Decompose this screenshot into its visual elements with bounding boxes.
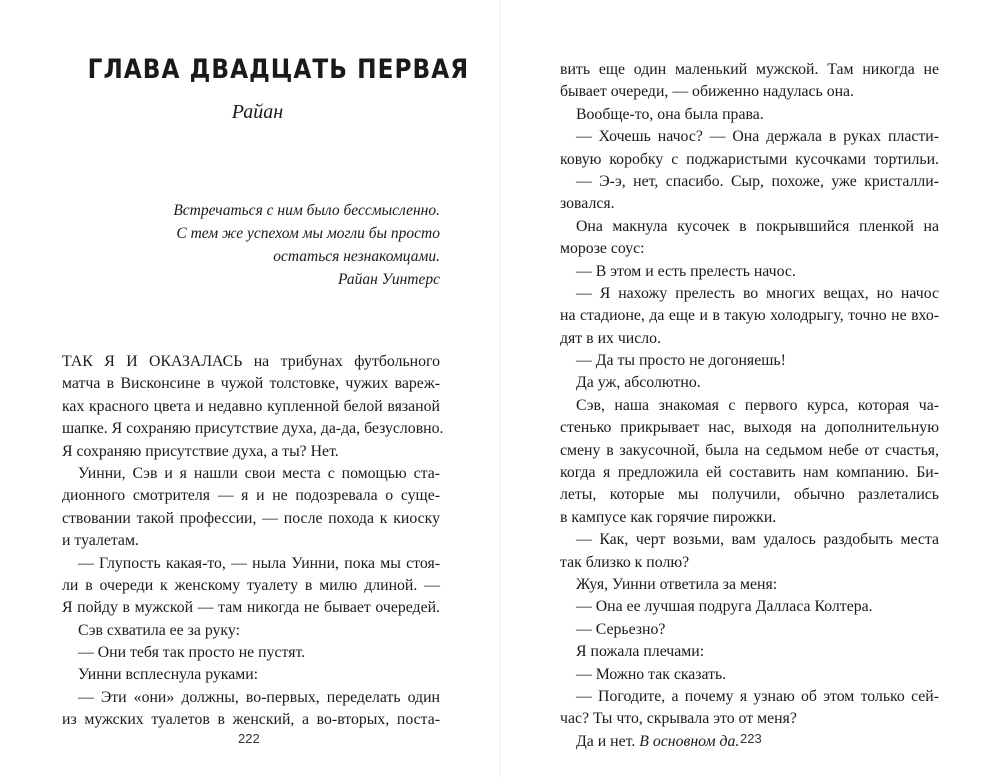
epigraph	[150, 199, 440, 268]
text-line: — Хочешь начос? — Она держала в руках пласти-	[576, 128, 939, 146]
text-line: Да уж, абсолютно.	[576, 374, 701, 392]
text-line: — Она ее лучшая подруга Далласа Колтера.	[576, 598, 873, 616]
text-line: Уинни всплеснула руками:	[78, 666, 259, 684]
text-line: Я сохраняю присутствие духа, а ты? Нет.	[62, 442, 339, 460]
text-line: — Да ты просто не догоняешь!	[576, 352, 786, 370]
page-number: 223	[740, 731, 762, 746]
text-line: дят в их число.	[560, 329, 662, 347]
text-line: — Серьезно?	[576, 620, 666, 638]
text-line: вить еще один маленький мужской. Там никогда не	[560, 61, 939, 78]
text-line-last	[560, 731, 939, 753]
text-line: — Эти «они» должны, во-первых, переделать один	[78, 688, 440, 706]
text-line: ковую коробку с поджаристыми кусочками тортильи.	[560, 150, 939, 168]
text-line: на стадионе, да еще и в такую холодрыгу, точно не вхо-	[560, 307, 939, 325]
text-line: Уинни, Сэв и я нашли свои места с помощью ста-	[78, 464, 440, 482]
text-line-plain: Да и нет.	[576, 732, 636, 750]
left-body-text	[62, 351, 444, 732]
text-line: Она макнула кусочек в покрывшийся пленкой на	[576, 217, 939, 235]
epigraph-line: Встречаться с ним было бессмысленно.	[173, 202, 440, 219]
text-line: ТАК Я И ОКАЗАЛАСЬ на трибунах футбольного	[62, 353, 440, 370]
text-line: Я пойду в мужской — там никогда не бывает очередей.	[62, 599, 440, 617]
right-body-text	[560, 59, 939, 753]
text-line: — В этом и есть прелесть начос.	[576, 262, 796, 280]
text-line: — Они тебя так просто не пустят.	[78, 644, 306, 662]
chapter-subtitle: Райан	[231, 101, 284, 123]
text-line: ствовании такой профессии, — после похода к киоску	[62, 509, 440, 527]
text-line: — Можно так сказать.	[576, 665, 727, 683]
text-line: смену в закусочной, была на седьмом небе от счастья,	[560, 441, 939, 459]
text-line: — Я нахожу прелесть во многих вещах, но начос	[576, 284, 939, 302]
text-line: зовался.	[560, 195, 615, 213]
text-line: шапке. Я сохраняю присутствие духа, да-да, безусловно.	[62, 420, 444, 438]
text-line: Сэв схватила ее за руку:	[78, 621, 240, 639]
text-line: так близко к полю?	[560, 553, 690, 571]
text-line: бывает очереди, — обиженно надулась она.	[560, 83, 855, 101]
text-line: и туалетам.	[62, 532, 139, 550]
text-line: леты, которые мы получили, обычно разлетались	[560, 486, 939, 504]
text-line: в кампусе как горячие пирожки.	[560, 508, 777, 526]
text-line: Я пожала плечами:	[576, 643, 705, 661]
text-line-emphasis: В основном да.	[639, 732, 740, 750]
text-line: ли в очереди к женскому туалету в милю длиной. —	[62, 576, 440, 594]
text-line: дионного смотрителя — я и не подозревала о суще-	[62, 487, 440, 505]
text-line: когда я предложила ей составить нам компанию. Би-	[560, 464, 939, 482]
epigraph-line: остаться незнакомцами.	[273, 248, 440, 265]
epigraph-line: С тем же успехом мы могли бы просто	[176, 225, 440, 242]
text-line: матча в Висконсине в чужой толстовке, чужих вареж-	[62, 375, 440, 393]
text-line: ках красного цвета и недавно купленной белой вязаной	[62, 397, 440, 415]
text-line: — Погодите, а почему я узнаю об этом только сей-	[576, 687, 939, 705]
text-line: Вообще-то, она была права.	[576, 105, 764, 123]
text-line: морозе соус:	[560, 240, 645, 258]
epigraph-author: Райан Уинтерс	[337, 271, 440, 288]
text-line: Сэв, наша знакомая с первого курса, которая ча-	[576, 396, 939, 414]
text-line: — Глупость какая-то, — ныла Уинни, пока мы стоя-	[78, 554, 440, 572]
text-line: Жуя, Уинни ответила за меня:	[576, 575, 778, 593]
text-line: — Как, черт возьми, вам удалось раздобыть места	[576, 531, 939, 549]
chapter-title: ГЛАВА ДВАДЦАТЬ ПЕРВАЯ	[87, 54, 470, 85]
text-line: из мужских туалетов в женский, а во-вторых, поста-	[62, 711, 440, 729]
text-line: стенько прикрывает нас, выходя на дополнительную	[560, 419, 939, 437]
page-number: 222	[238, 731, 260, 746]
text-line: час? Ты что, скрывала это от меня?	[560, 710, 797, 728]
text-line: — Э-э, нет, спасибо. Сыр, похоже, уже кристалли-	[576, 172, 939, 190]
